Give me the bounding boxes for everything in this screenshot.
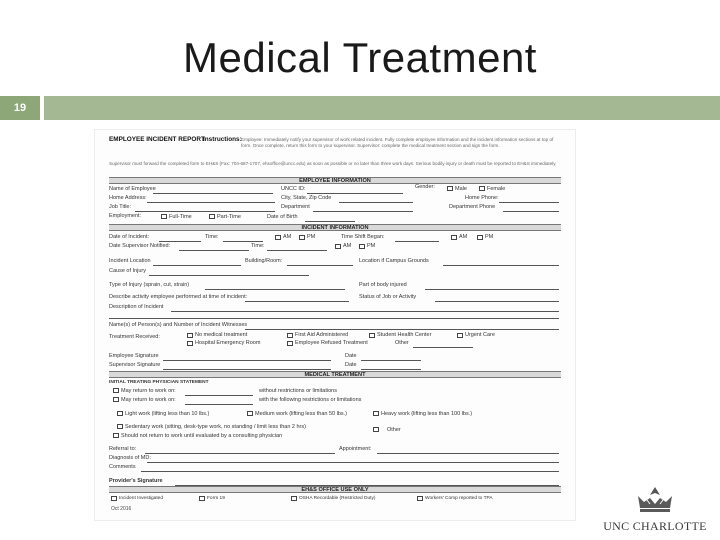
field-other-treatment[interactable] [413, 347, 473, 348]
label-female: Female [487, 186, 506, 192]
label-medium-work: Medium work (lifting less than 50 lbs.) [255, 411, 348, 417]
label-male: Male [455, 186, 467, 192]
label-supervisor-signature: Supervisor Signature [109, 362, 161, 368]
label-referral: Referral to: [109, 446, 137, 452]
label-injury-type: Type of Injury (sprain, cut, strain) [109, 282, 190, 288]
label-department: Department [281, 204, 310, 210]
form-title: EMPLOYEE INCIDENT REPORT [109, 136, 205, 143]
label-date-b: Date [345, 362, 357, 368]
section-employee-information: EMPLOYEE INFORMATION [109, 177, 561, 184]
instructions-text-2: Supervisor must forward the completed form to EH&S (Fax: 704-687-1707, ehsoffice@uncc.edu) as soon as possible or no later than three work days. Serious bodily injury or death must be reported to EH&S immediately. [109, 161, 557, 166]
label-employment: Employment: [109, 213, 142, 219]
label-employee-signature: Employee Signature [109, 353, 159, 359]
field-name[interactable] [153, 193, 273, 194]
checkbox-student-health[interactable] [369, 333, 375, 338]
header-band [44, 96, 720, 120]
checkbox-no-treatment[interactable] [187, 333, 193, 338]
field-employee-signature[interactable] [163, 360, 331, 361]
field-description-2[interactable] [109, 318, 559, 319]
crown-emblem-icon [630, 486, 680, 514]
checkbox-light-work[interactable] [117, 411, 123, 416]
field-date-a[interactable] [361, 360, 421, 361]
unc-charlotte-logo [600, 486, 710, 534]
field-description[interactable] [171, 311, 559, 312]
label-time-2: Time: [251, 243, 265, 249]
instructions-text: Employee: Immediately notify your supervisor of work related incident. Fully complete employee information and the incident information sections at top of form. Once complete, return this form to your supervisor. Supervisor: complete the medical treatment section and sign the form. [241, 137, 554, 148]
label-incident-date: Date of Incident: [109, 234, 150, 240]
checkbox-am[interactable] [275, 235, 281, 240]
label-description: Description of Incident [109, 304, 164, 310]
field-job-title[interactable] [135, 211, 275, 212]
checkbox-part-time[interactable] [209, 214, 215, 219]
field-appointment[interactable] [377, 453, 559, 454]
field-status[interactable] [435, 301, 559, 302]
field-shift-began[interactable] [395, 241, 439, 242]
label-full-time: Full-Time [169, 214, 192, 220]
checkbox-osha[interactable] [291, 496, 297, 501]
field-dept-phone[interactable] [503, 211, 559, 212]
label-body-part: Part of body injured [359, 282, 407, 288]
field-date-b[interactable] [361, 369, 421, 370]
logo-text: UNC CHARLOTTE [603, 519, 707, 533]
checkbox-form19[interactable] [199, 496, 205, 501]
field-unccid[interactable] [307, 193, 403, 194]
label-with-restrictions: with the following restrictions or limitations [259, 397, 362, 403]
label-without-restrictions: without restrictions or limitations [259, 388, 337, 394]
label-dob: Date of Birth [267, 214, 298, 220]
label-other-treatment: Other [395, 340, 409, 346]
field-witnesses[interactable] [245, 329, 559, 330]
field-may-return[interactable] [185, 395, 253, 396]
checkbox-male[interactable] [447, 186, 453, 191]
section-medical-treatment: MEDICAL TREATMENT [109, 371, 561, 378]
label-appointment: Appointment: [339, 446, 372, 452]
label-gender: Gender: [415, 184, 435, 190]
field-comments[interactable] [141, 471, 559, 472]
field-dob[interactable] [305, 221, 355, 222]
label-may-return-2: May return to work on: [121, 397, 176, 403]
field-home-address[interactable] [147, 202, 275, 203]
label-incident-location: Incident Location [109, 258, 151, 264]
field-department[interactable] [313, 211, 413, 212]
checkbox-pm[interactable] [299, 235, 305, 240]
label-medical-other: Other [387, 427, 401, 433]
checkbox-refused[interactable] [287, 341, 293, 346]
field-may-return-2[interactable] [185, 404, 253, 405]
checkbox-sedentary[interactable] [117, 424, 123, 429]
section-incident-information: INCIDENT INFORMATION [109, 224, 561, 231]
instructions-label: Instructions: [203, 136, 242, 143]
field-referral[interactable] [145, 453, 335, 454]
field-location-campus[interactable] [443, 265, 559, 266]
label-part-time: Part-Time [217, 214, 241, 220]
label-dept-phone: Department Phone [449, 204, 496, 210]
label-notified-am: AM [343, 243, 352, 249]
field-time[interactable] [223, 241, 263, 242]
field-cause[interactable] [149, 275, 309, 276]
checkbox-urgent-care[interactable] [457, 333, 463, 338]
field-city[interactable] [339, 202, 413, 203]
field-building[interactable] [287, 265, 353, 266]
slide-title: Medical Treatment [183, 34, 537, 81]
label-may-return: May return to work on: [121, 388, 176, 394]
field-date-notified[interactable] [179, 250, 249, 251]
label-time: Time: [205, 234, 219, 240]
label-unccid: UNCC ID: [281, 186, 306, 192]
label-city: City, State, Zip Code [281, 195, 332, 201]
label-activity: Describe activity employee performed at time of incident: [109, 294, 248, 300]
label-shift-am: AM [459, 234, 468, 240]
checkbox-notified-am[interactable] [335, 244, 341, 249]
label-diagnosis: Diagnosis of MD: [109, 455, 151, 461]
label-workers-comp: Workers' Comp reported to TPA [425, 496, 493, 501]
label-physician-statement: INITIAL TREATING PHYSICIAN STATEMENT [109, 380, 209, 385]
label-pm: PM [307, 234, 316, 240]
label-no-treatment: No medical treatment [195, 332, 248, 338]
label-provider-signature: Provider's Signature [109, 478, 163, 484]
field-home-phone[interactable] [499, 202, 559, 203]
label-shift-pm: PM [485, 234, 494, 240]
label-date-a: Date [345, 353, 357, 359]
field-time-2[interactable] [267, 250, 327, 251]
label-heavy-work: Heavy work (lifting less than 100 lbs.) [381, 411, 473, 417]
label-osha: OSHA Recordable (Restricted Duty) [299, 496, 376, 501]
checkbox-may-return[interactable] [113, 388, 119, 393]
checkbox-shift-am[interactable] [451, 235, 457, 240]
checkbox-female[interactable] [479, 186, 485, 191]
checkbox-should-not-return[interactable] [113, 433, 119, 438]
label-date-notified: Date Supervisor Notified: [109, 243, 171, 249]
label-treatment-received: Treatment Received: [109, 334, 160, 340]
checkbox-first-aid[interactable] [287, 333, 293, 338]
label-witnesses: Name(s) of Person(s) and Number of Incident Witnesses [109, 322, 248, 328]
label-job-title: Job Title: [109, 204, 132, 210]
field-incident-date[interactable] [159, 241, 201, 242]
label-should-not-return: Should not return to work until evaluated by a consulting physician [121, 433, 283, 439]
label-shift-began: Time Shift Began: [341, 234, 385, 240]
field-injury-type[interactable] [205, 289, 345, 290]
label-form19: Form 19 [207, 496, 225, 501]
label-am: AM [283, 234, 292, 240]
label-student-health: Student Health Center [377, 332, 432, 338]
label-light-work: Light work (lifting less than 10 lbs.) [125, 411, 210, 417]
field-supervisor-signature[interactable] [163, 369, 331, 370]
label-urgent-care: Urgent Care [465, 332, 495, 338]
label-building: Building/Room: [245, 258, 283, 264]
field-diagnosis[interactable] [147, 462, 559, 463]
slide-number: 19 [0, 96, 40, 120]
field-incident-location[interactable] [153, 265, 241, 266]
label-cause: Cause of Injury [109, 268, 146, 274]
label-status: Status of Job or Activity [359, 294, 417, 300]
checkbox-medium-work[interactable] [247, 411, 253, 416]
checkbox-notified-pm[interactable] [359, 244, 365, 249]
label-name: Name of Employee [109, 186, 156, 192]
label-sedentary: Sedentary work (sitting, desk-type work, no standing / limit less than 2 hrs) [125, 424, 306, 430]
field-body-part[interactable] [425, 289, 559, 290]
checkbox-medical-other[interactable] [373, 427, 379, 432]
slide-header-bar [0, 96, 720, 120]
checkbox-hospital[interactable] [187, 341, 193, 346]
label-first-aid: First Aid Administered [295, 332, 349, 338]
label-notified-pm: PM [367, 243, 376, 249]
label-refused: Employee Refused Treatment [295, 340, 368, 346]
incident-report-form [95, 130, 575, 520]
label-incident-investigated: Incident Investigated [119, 496, 164, 501]
label-comments: Comments [109, 464, 136, 470]
checkbox-incident-investigated[interactable] [111, 496, 117, 501]
form-footer-date: Oct 2016 [111, 506, 132, 512]
section-ehs-office: EH&S OFFICE USE ONLY [109, 486, 561, 493]
checkbox-heavy-work[interactable] [373, 411, 379, 416]
field-activity[interactable] [245, 301, 349, 302]
label-location-campus: Location if Campus Grounds [359, 258, 429, 264]
label-home-address: Home Address: [109, 195, 147, 201]
checkbox-may-return-2[interactable] [113, 397, 119, 402]
checkbox-full-time[interactable] [161, 214, 167, 219]
checkbox-shift-pm[interactable] [477, 235, 483, 240]
label-home-phone: Home Phone: [465, 195, 499, 201]
checkbox-workers-comp[interactable] [417, 496, 423, 501]
label-hospital: Hospital Emergency Room [195, 340, 261, 346]
